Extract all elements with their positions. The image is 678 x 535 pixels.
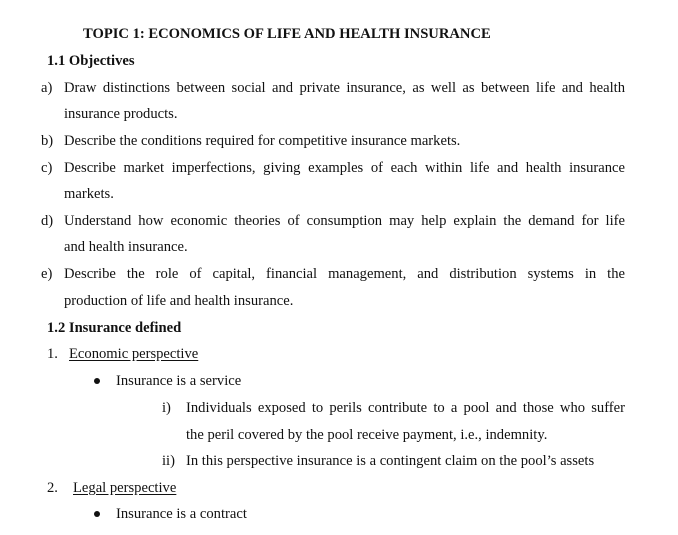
section-heading-insurance-defined: 1.2 Insurance defined: [47, 320, 182, 336]
objective-text: markets.: [64, 186, 114, 202]
list-marker: e): [41, 266, 53, 282]
list-marker: a): [41, 80, 53, 96]
list-marker: c): [41, 160, 53, 176]
objective-text: Understand how economic theories of consumption may help explain the demand for life: [64, 213, 625, 229]
objective-text: Describe the role of capital, financial management, and distribution systems in the: [64, 266, 625, 282]
bullet-icon: [94, 378, 100, 384]
list-marker: b): [41, 133, 54, 149]
list-marker: ii): [162, 453, 175, 469]
perspective-label-legal: Legal perspective: [73, 480, 177, 496]
objective-text: and health insurance.: [64, 239, 188, 255]
bullet-text: Insurance is a contract: [116, 506, 247, 522]
perspective-label-economic: Economic perspective: [69, 346, 199, 362]
subitem-text: In this perspective insurance is a contingent claim on the pool’s assets: [186, 453, 595, 469]
subitem-text: Individuals exposed to perils contribute to a pool and those who suffer: [186, 400, 625, 416]
objective-text: production of life and health insurance.: [64, 293, 294, 309]
subitem-text: the peril covered by the pool receive payment, i.e., indemnity.: [186, 427, 548, 443]
list-marker: d): [41, 213, 54, 229]
section-heading-objectives: 1.1 Objectives: [47, 53, 135, 69]
document-title: TOPIC 1: ECONOMICS OF LIFE AND HEALTH INSURANCE: [83, 26, 491, 42]
objective-text: Describe market imperfections, giving examples of each within life and health insurance: [64, 160, 625, 176]
bullet-icon: [94, 511, 100, 517]
objective-text: Describe the conditions required for competitive insurance markets.: [64, 133, 461, 149]
objective-text: Draw distinctions between social and private insurance, as well as between life and health: [64, 80, 625, 96]
bullet-text: Insurance is a service: [116, 373, 242, 389]
list-marker: i): [162, 400, 171, 416]
list-marker: 1.: [47, 346, 58, 362]
list-marker: 2.: [47, 480, 58, 496]
objective-text: insurance products.: [64, 106, 178, 122]
